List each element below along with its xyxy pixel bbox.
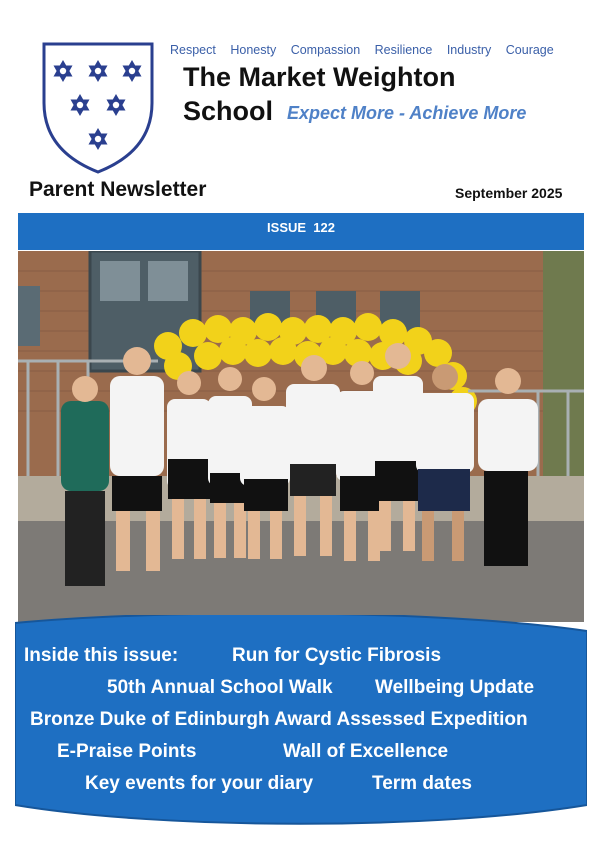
issue-banner: [18, 213, 584, 250]
school-crest-icon: [41, 41, 155, 175]
contents-item: Term dates: [372, 773, 472, 794]
contents-item: Wall of Excellence: [283, 741, 449, 762]
group-photo-icon: [18, 251, 584, 622]
school-values: [170, 43, 554, 57]
newsletter-date: September 2025: [455, 185, 563, 201]
contents-item: Key events for your diary: [85, 773, 314, 794]
school-name-line2: School: [183, 96, 274, 126]
school-name-line1: The Market Weighton: [183, 62, 456, 92]
contents-heading: Inside this issue:: [24, 645, 179, 666]
value-honesty: Honesty: [230, 43, 277, 57]
contents-item: E-Praise Points: [57, 741, 197, 762]
contents-item: 50th Annual School Walk: [107, 677, 333, 698]
contents-item: Wellbeing Update: [375, 677, 535, 698]
contents-item: Run for Cystic Fibrosis: [232, 645, 442, 666]
value-resilience: Resilience: [374, 43, 433, 57]
value-compassion: Compassion: [290, 43, 361, 57]
newsletter-title: Parent Newsletter: [29, 178, 207, 201]
value-courage: Courage: [505, 43, 554, 57]
issue-number: ISSUE 122: [267, 220, 335, 235]
contents-item: Bronze Duke of Edinburgh Award Assessed Expedition: [30, 709, 528, 730]
school-motto: Expect More - Achieve More: [287, 103, 527, 123]
value-industry: Industry: [446, 43, 492, 57]
value-respect: Respect: [170, 43, 216, 57]
